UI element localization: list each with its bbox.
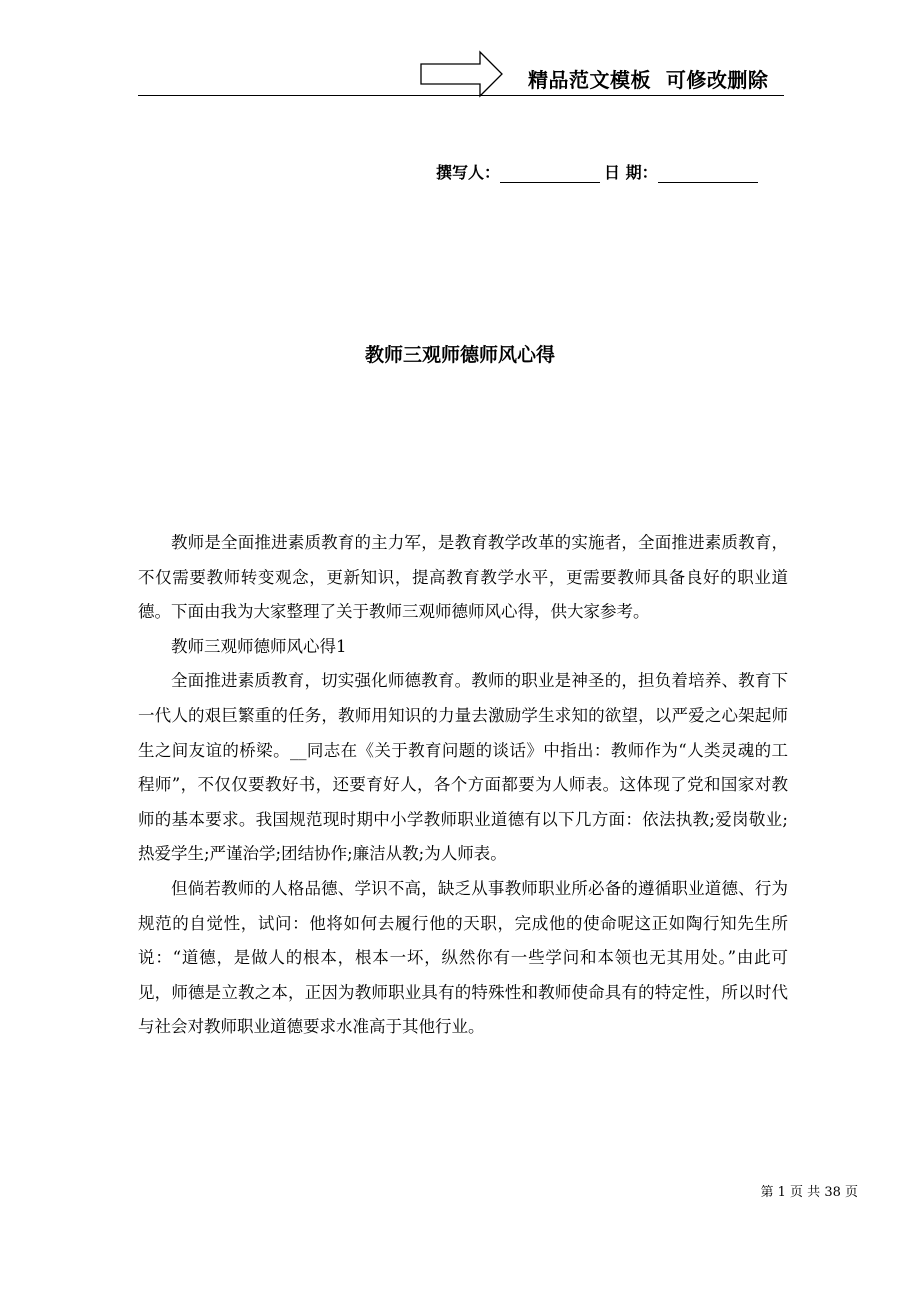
author-blank (500, 164, 600, 183)
author-label: 撰写人： (436, 163, 501, 182)
header-banner: 精品范文模板 可修改删除 (528, 68, 769, 92)
document-title: 教师三观师德师风心得 (364, 344, 555, 366)
page-number: 第 1 页 共 38 页 (760, 1185, 858, 1200)
right-arrow-icon (420, 50, 504, 98)
paragraph: 全面推进素质教育，切实强化师德教育。教师的职业是神圣的，担负着培养、教育下一代人的艰巨繁重的任务，教师用知识的力量去激励学生求知的欲望，以严爱之心架起师生之间友谊的桥梁。__同志在《关于教育问题的谈话》中指出：教师作为“人类灵魂的工程师”，不仅仅要教好书，还要育好人，各个方面都要为人师表。这体现了党和国家对教师的基本要求。我国规范现时期中小学教师职业道德有以下几方面：依法执教;爱岗敬业;热爱学生;严谨治学;团结协作;廉洁从教;为人师表。 (138, 671, 788, 864)
paragraph-intro: 教师是全面推进素质教育的主力军，是教育教学改革的实施者，全面推进素质教育，不仅需要教师转变观念，更新知识，提高教育教学水平，更需要教师具备良好的职业道德。下面由我为大家整理了关于教师三观师德师风心得，供大家参考。 (138, 533, 788, 622)
author-date-line (436, 160, 758, 183)
header-rule (138, 95, 784, 96)
document-body (138, 526, 788, 1045)
section-heading: 教师三观师德师风心得1 (171, 636, 347, 656)
date-label: 日 期： (604, 163, 658, 182)
paragraph: 但倘若教师的人格品德、学识不高，缺乏从事教师职业所必备的遵循职业道德、行为规范的自觉性，试问：他将如何去履行他的天职，完成他的使命呢这正如陶行知先生所说：“道德，是做人的根本，根本一坏，纵然你有一些学问和本领也无其用处。”由此可见，师德是立教之本，正因为教师职业具有的特殊性和教师使命具有的特定性，所以时代与社会对教师职业道德要求水准高于其他行业。 (138, 878, 788, 1037)
date-blank (658, 164, 758, 183)
